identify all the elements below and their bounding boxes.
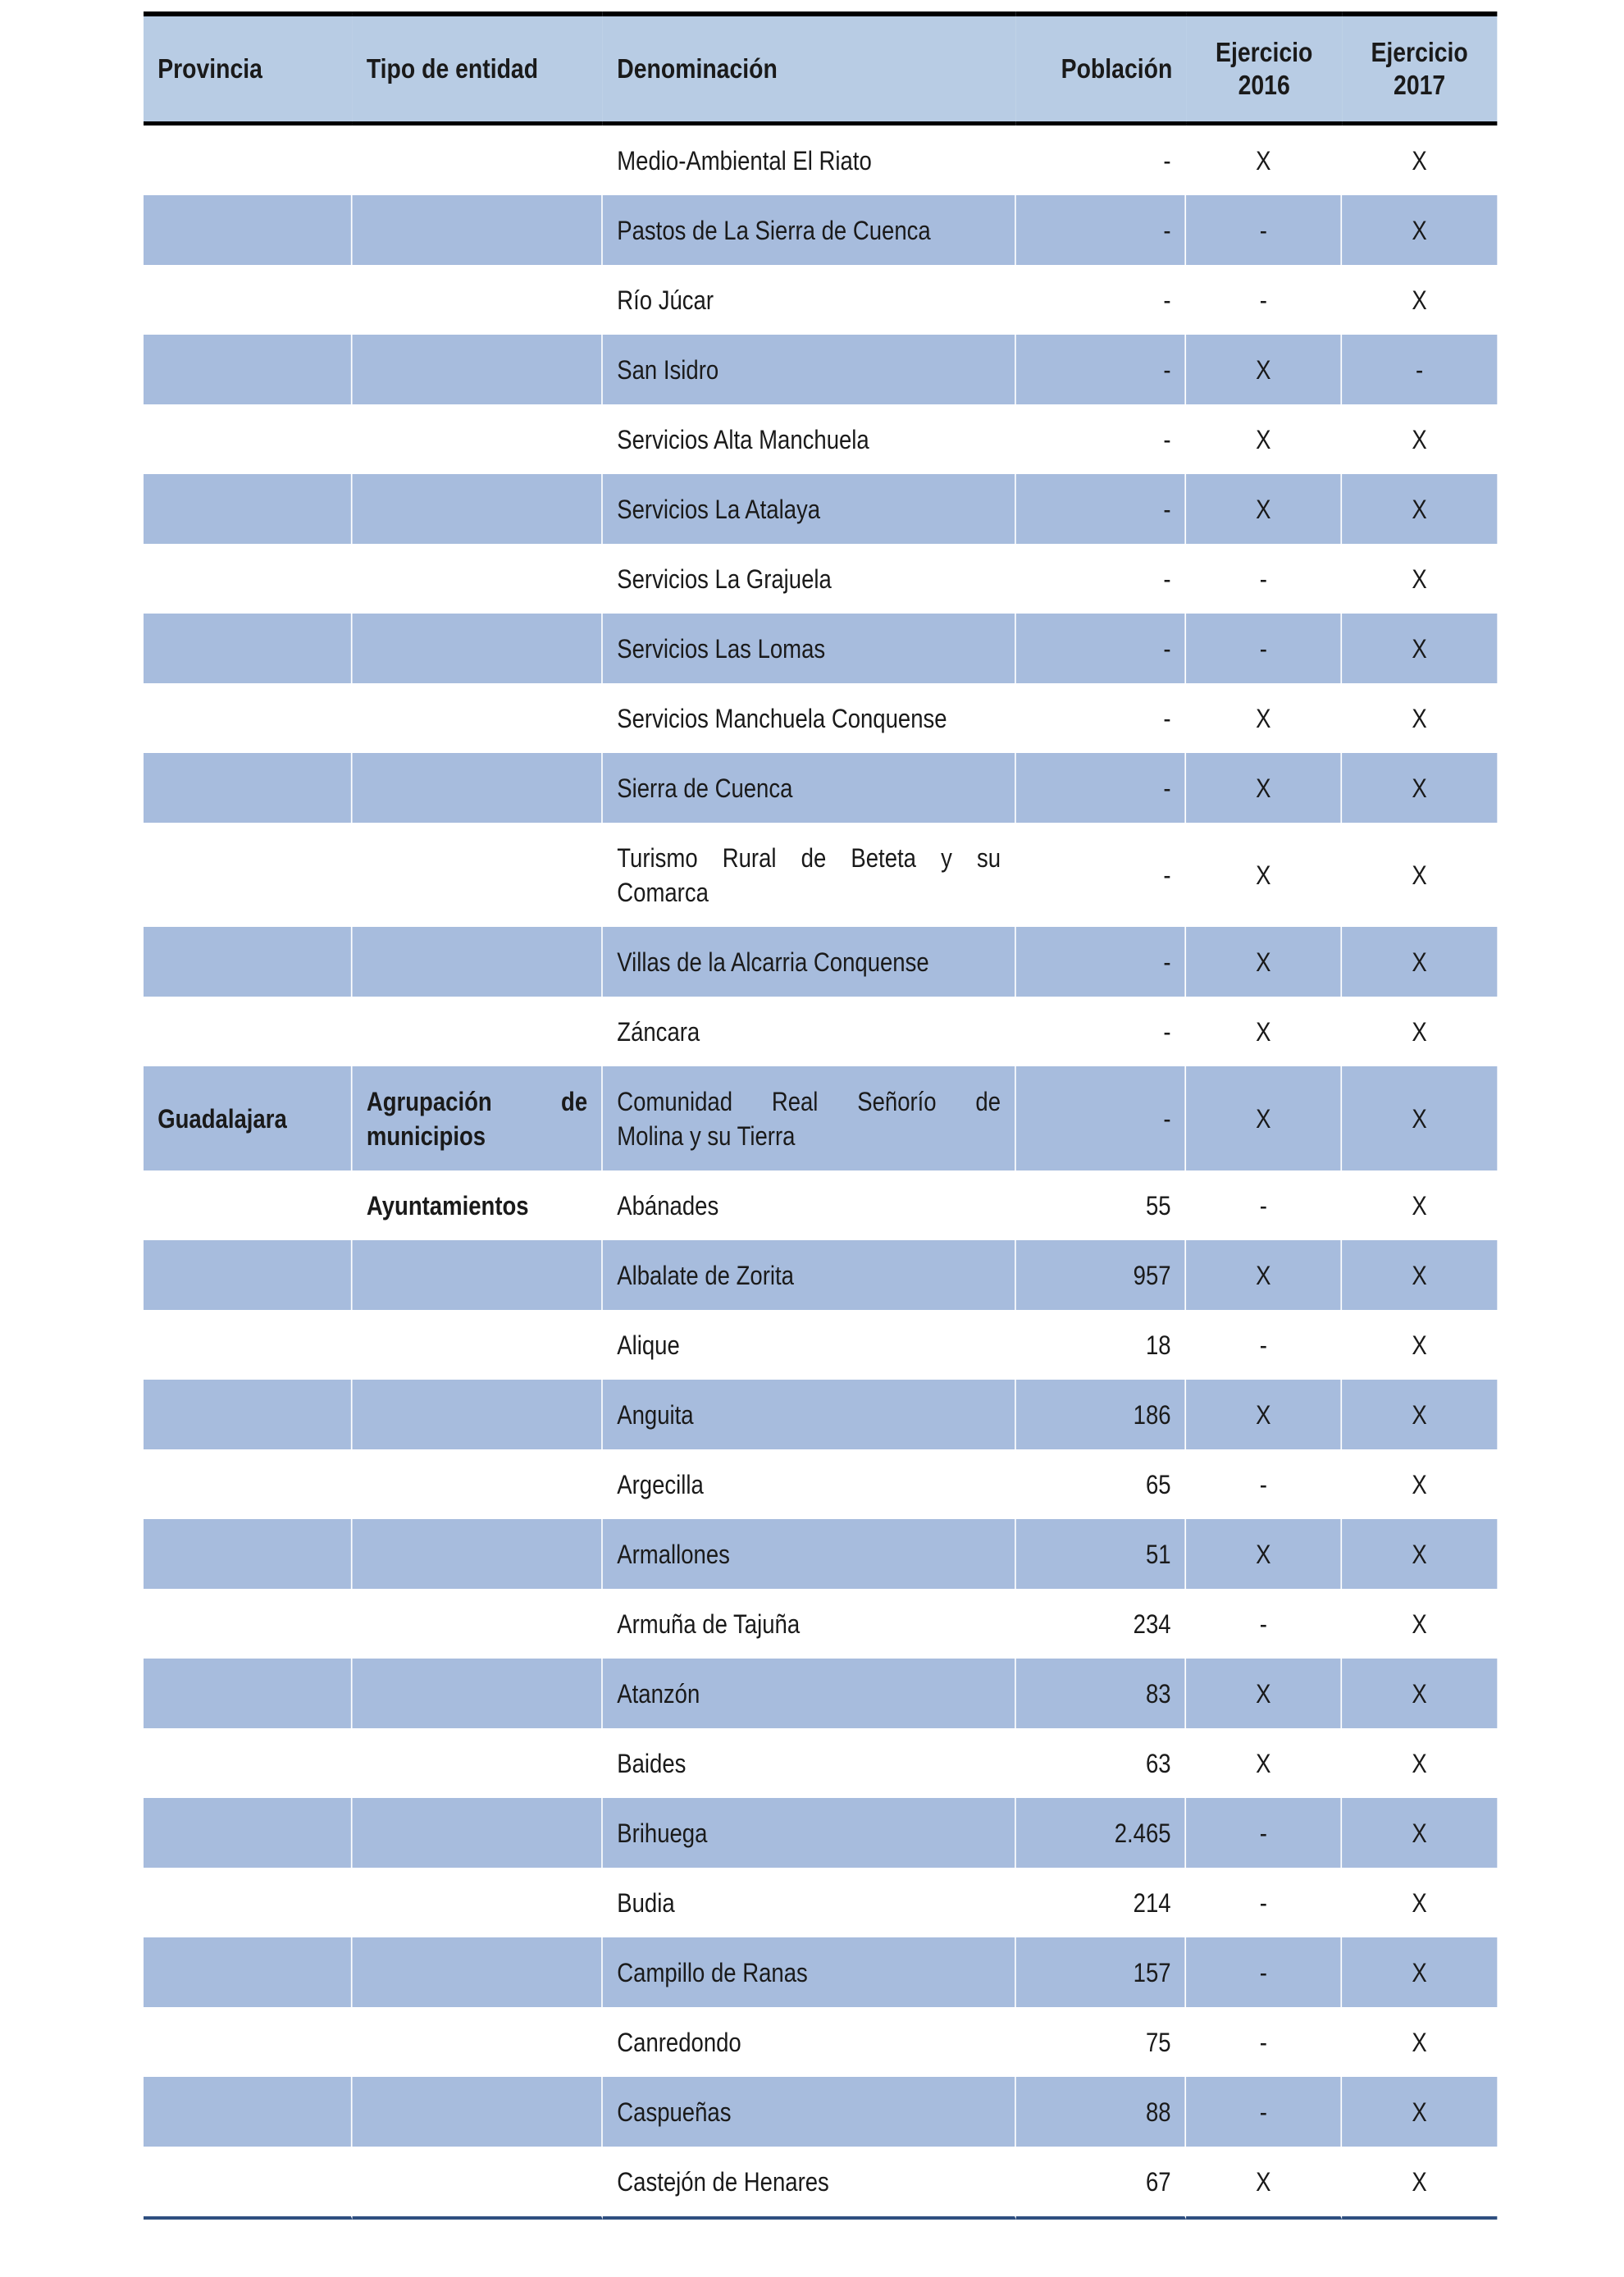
cell-tipo-entidad (353, 1240, 603, 1310)
cell-ejercicio-2017: X (1342, 195, 1497, 265)
cell-denominacion: Castejón de Henares (603, 2147, 1016, 2220)
cell-ejercicio-2017: X (1342, 927, 1497, 997)
cell-denominacion: Atanzón (603, 1659, 1016, 1728)
cell-provincia (144, 195, 353, 265)
cell-ejercicio-2017: X (1342, 614, 1497, 683)
table-row (144, 2077, 1497, 2147)
table-row (144, 2007, 1497, 2077)
cell-ejercicio-2017: X (1342, 997, 1497, 1066)
cell-poblacion: 63 (1016, 1728, 1187, 1798)
cell-denominacion: Sierra de Cuenca (603, 753, 1016, 823)
cell-poblacion: - (1016, 683, 1187, 753)
cell-tipo-entidad (353, 823, 603, 927)
cell-ejercicio-2017: X (1342, 823, 1497, 927)
cell-poblacion: 186 (1016, 1380, 1187, 1449)
cell-provincia (144, 753, 353, 823)
cell-ejercicio-2016: - (1186, 544, 1341, 614)
cell-provincia: Guadalajara (144, 1066, 353, 1170)
cell-denominacion: Servicios La Atalaya (603, 474, 1016, 544)
cell-denominacion: Albalate de Zorita (603, 1240, 1016, 1310)
cell-denominacion: San Isidro (603, 335, 1016, 404)
cell-ejercicio-2016: X (1186, 404, 1341, 474)
cell-ejercicio-2016: X (1186, 1728, 1341, 1798)
header-ejercicio-2016 (1186, 11, 1341, 125)
cell-denominacion: Pastos de La Sierra de Cuenca (603, 195, 1016, 265)
cell-ejercicio-2016: - (1186, 614, 1341, 683)
cell-provincia (144, 404, 353, 474)
cell-denominacion: Servicios Las Lomas (603, 614, 1016, 683)
cell-denominacion: Brihuega (603, 1798, 1016, 1868)
header-poblacion: Población (1016, 11, 1187, 125)
cell-provincia (144, 2007, 353, 2077)
cell-denominacion: Servicios Alta Manchuela (603, 404, 1016, 474)
cell-denominacion-line2: Comarca (617, 877, 709, 907)
table-row (144, 265, 1497, 335)
cell-provincia (144, 335, 353, 404)
cell-ejercicio-2016: - (1186, 1449, 1341, 1519)
table-row (144, 474, 1497, 544)
cell-poblacion: 83 (1016, 1659, 1187, 1728)
cell-poblacion: - (1016, 1066, 1187, 1170)
table-row (144, 404, 1497, 474)
cell-provincia (144, 1868, 353, 1937)
cell-tipo-entidad (353, 1589, 603, 1659)
cell-poblacion: - (1016, 753, 1187, 823)
cell-denominacion: Alique (603, 1310, 1016, 1380)
cell-ejercicio-2016: X (1186, 753, 1341, 823)
cell-provincia (144, 823, 353, 927)
cell-ejercicio-2016: - (1186, 2077, 1341, 2147)
cell-provincia (144, 265, 353, 335)
cell-tipo-entidad (353, 614, 603, 683)
table-row (144, 1937, 1497, 2007)
table-row (144, 335, 1497, 404)
table-row (144, 1170, 1497, 1240)
cell-provincia (144, 2147, 353, 2220)
cell-poblacion: - (1016, 997, 1187, 1066)
cell-tipo-entidad (353, 335, 603, 404)
cell-poblacion: - (1016, 823, 1187, 927)
cell-provincia (144, 1310, 353, 1380)
cell-tipo-entidad (353, 1728, 603, 1798)
cell-ejercicio-2017: X (1342, 125, 1497, 195)
cell-tipo-entidad (353, 404, 603, 474)
cell-ejercicio-2017: X (1342, 2007, 1497, 2077)
table-row (144, 927, 1497, 997)
cell-ejercicio-2017: X (1342, 1868, 1497, 1937)
cell-poblacion: 88 (1016, 2077, 1187, 2147)
cell-denominacion: Záncara (603, 997, 1016, 1066)
cell-provincia (144, 1519, 353, 1589)
cell-ejercicio-2016: - (1186, 195, 1341, 265)
cell-provincia (144, 2077, 353, 2147)
cell-tipo-entidad (353, 125, 603, 195)
cell-ejercicio-2017: X (1342, 1937, 1497, 2007)
table-row (144, 1310, 1497, 1380)
cell-tipo-entidad (353, 544, 603, 614)
table-body (144, 125, 1497, 2220)
table-row (144, 2147, 1497, 2220)
table-row (144, 997, 1497, 1066)
cell-ejercicio-2016: - (1186, 2007, 1341, 2077)
cell-ejercicio-2016: X (1186, 927, 1341, 997)
table-row (144, 683, 1497, 753)
header-provincia: Provincia (144, 11, 353, 125)
table-row (144, 1798, 1497, 1868)
cell-ejercicio-2016: X (1186, 474, 1341, 544)
cell-poblacion: 67 (1016, 2147, 1187, 2220)
cell-tipo-entidad (353, 2007, 603, 2077)
cell-provincia (144, 1798, 353, 1868)
cell-tipo-entidad (353, 753, 603, 823)
cell-poblacion: - (1016, 474, 1187, 544)
cell-poblacion: - (1016, 544, 1187, 614)
cell-ejercicio-2017: X (1342, 1589, 1497, 1659)
cell-denominacion (603, 823, 1016, 927)
cell-poblacion: - (1016, 335, 1187, 404)
cell-tipo-entidad: Ayuntamientos (353, 1170, 603, 1240)
cell-ejercicio-2017: X (1342, 1728, 1497, 1798)
cell-tipo-entidad (353, 1380, 603, 1449)
cell-denominacion: Budia (603, 1868, 1016, 1937)
cell-provincia (144, 614, 353, 683)
cell-ejercicio-2017: X (1342, 1449, 1497, 1519)
cell-tipo-entidad (353, 1868, 603, 1937)
cell-poblacion: 65 (1016, 1449, 1187, 1519)
cell-provincia (144, 1589, 353, 1659)
cell-ejercicio-2017: X (1342, 2077, 1497, 2147)
cell-tipo-entidad (353, 1066, 603, 1170)
cell-denominacion-line1: Comunidad Real Señorío de (617, 1086, 1001, 1116)
cell-provincia (144, 1659, 353, 1728)
cell-poblacion: - (1016, 265, 1187, 335)
cell-ejercicio-2016: X (1186, 1066, 1341, 1170)
cell-ejercicio-2016: X (1186, 335, 1341, 404)
cell-tipo-entidad (353, 2077, 603, 2147)
cell-tipo-entidad (353, 265, 603, 335)
cell-ejercicio-2016: X (1186, 2147, 1341, 2220)
cell-denominacion (603, 1066, 1016, 1170)
header-ejercicio-2017 (1342, 11, 1497, 125)
cell-denominacion: Servicios La Grajuela (603, 544, 1016, 614)
cell-tipo-entidad (353, 927, 603, 997)
cell-ejercicio-2016: X (1186, 683, 1341, 753)
cell-denominacion: Medio-Ambiental El Riato (603, 125, 1016, 195)
table-row (144, 614, 1497, 683)
header-tipo: Tipo de entidad (353, 11, 603, 125)
entities-table (144, 11, 1497, 2220)
cell-poblacion: 157 (1016, 1937, 1187, 2007)
cell-poblacion: - (1016, 614, 1187, 683)
cell-ejercicio-2016: - (1186, 1798, 1341, 1868)
cell-provincia (144, 1449, 353, 1519)
cell-ejercicio-2016: X (1186, 1380, 1341, 1449)
cell-ejercicio-2016: X (1186, 125, 1341, 195)
cell-ejercicio-2017: X (1342, 753, 1497, 823)
header-ejercicio-2017-line1: Ejercicio (1371, 37, 1468, 67)
cell-ejercicio-2017: X (1342, 1170, 1497, 1240)
cell-ejercicio-2017: X (1342, 683, 1497, 753)
cell-denominacion: Canredondo (603, 2007, 1016, 2077)
cell-provincia (144, 927, 353, 997)
cell-tipo-entidad (353, 683, 603, 753)
cell-denominacion: Abánades (603, 1170, 1016, 1240)
cell-poblacion: 214 (1016, 1868, 1187, 1937)
table-row (144, 1380, 1497, 1449)
cell-ejercicio-2017: X (1342, 1798, 1497, 1868)
table-row (144, 1659, 1497, 1728)
cell-denominacion: Armallones (603, 1519, 1016, 1589)
cell-provincia (144, 1380, 353, 1449)
table-row (144, 1519, 1497, 1589)
cell-provincia (144, 683, 353, 753)
cell-ejercicio-2016: - (1186, 265, 1341, 335)
table-row (144, 195, 1497, 265)
cell-ejercicio-2016: - (1186, 1589, 1341, 1659)
cell-provincia (144, 544, 353, 614)
cell-provincia (144, 997, 353, 1066)
cell-poblacion: 2.465 (1016, 1798, 1187, 1868)
table-row (144, 1589, 1497, 1659)
cell-poblacion: 18 (1016, 1310, 1187, 1380)
cell-tipo-entidad (353, 997, 603, 1066)
table-row (144, 1449, 1497, 1519)
cell-ejercicio-2016: - (1186, 1868, 1341, 1937)
table-row (144, 1868, 1497, 1937)
cell-denominacion: Villas de la Alcarria Conquense (603, 927, 1016, 997)
cell-denominacion: Río Júcar (603, 265, 1016, 335)
cell-ejercicio-2017: X (1342, 265, 1497, 335)
table-row (144, 1240, 1497, 1310)
cell-poblacion: 957 (1016, 1240, 1187, 1310)
cell-ejercicio-2017: X (1342, 1519, 1497, 1589)
cell-ejercicio-2016: X (1186, 823, 1341, 927)
cell-ejercicio-2016: - (1186, 1310, 1341, 1380)
cell-tipo-line1: Agrupación de (366, 1086, 588, 1116)
cell-poblacion: - (1016, 125, 1187, 195)
header-denominacion: Denominación (603, 11, 1016, 125)
cell-denominacion: Caspueñas (603, 2077, 1016, 2147)
cell-tipo-entidad (353, 474, 603, 544)
cell-ejercicio-2016: - (1186, 1170, 1341, 1240)
table-row (144, 1066, 1497, 1170)
cell-ejercicio-2017: X (1342, 2147, 1497, 2220)
cell-poblacion: - (1016, 927, 1187, 997)
cell-provincia (144, 125, 353, 195)
cell-denominacion: Campillo de Ranas (603, 1937, 1016, 2007)
cell-denominacion: Baides (603, 1728, 1016, 1798)
cell-tipo-entidad (353, 1937, 603, 2007)
cell-denominacion-line1: Turismo Rural de Beteta y su (617, 842, 1001, 873)
cell-tipo-entidad (353, 195, 603, 265)
cell-poblacion: - (1016, 195, 1187, 265)
table-header (144, 11, 1497, 125)
cell-denominacion: Anguita (603, 1380, 1016, 1449)
header-row (144, 11, 1497, 125)
header-ejercicio-2016-line1: Ejercicio (1216, 37, 1313, 67)
cell-tipo-entidad (353, 1519, 603, 1589)
cell-denominacion: Servicios Manchuela Conquense (603, 683, 1016, 753)
entities-table-container (144, 11, 1497, 2220)
cell-denominacion: Argecilla (603, 1449, 1016, 1519)
cell-ejercicio-2017: X (1342, 1380, 1497, 1449)
cell-poblacion: 55 (1016, 1170, 1187, 1240)
cell-provincia (144, 1937, 353, 2007)
cell-ejercicio-2016: X (1186, 1519, 1341, 1589)
table-row (144, 1728, 1497, 1798)
cell-ejercicio-2016: X (1186, 1240, 1341, 1310)
cell-ejercicio-2017: X (1342, 544, 1497, 614)
cell-denominacion: Armuña de Tajuña (603, 1589, 1016, 1659)
cell-ejercicio-2016: X (1186, 997, 1341, 1066)
header-ejercicio-2016-line2: 2016 (1238, 70, 1290, 100)
cell-tipo-entidad (353, 2147, 603, 2220)
cell-ejercicio-2016: X (1186, 1659, 1341, 1728)
cell-poblacion: 51 (1016, 1519, 1187, 1589)
cell-tipo-entidad (353, 1798, 603, 1868)
cell-provincia (144, 1240, 353, 1310)
cell-ejercicio-2017: X (1342, 1310, 1497, 1380)
header-ejercicio-2017-line2: 2017 (1394, 70, 1446, 100)
cell-provincia (144, 474, 353, 544)
cell-poblacion: - (1016, 404, 1187, 474)
cell-tipo-entidad (353, 1310, 603, 1380)
cell-provincia (144, 1170, 353, 1240)
table-row (144, 823, 1497, 927)
cell-provincia (144, 1728, 353, 1798)
cell-tipo-entidad (353, 1449, 603, 1519)
table-row (144, 544, 1497, 614)
cell-denominacion-line2: Molina y su Tierra (617, 1120, 796, 1151)
cell-ejercicio-2017: X (1342, 474, 1497, 544)
cell-ejercicio-2017: X (1342, 1066, 1497, 1170)
cell-poblacion: 75 (1016, 2007, 1187, 2077)
cell-ejercicio-2017: X (1342, 1240, 1497, 1310)
cell-ejercicio-2017: X (1342, 404, 1497, 474)
cell-ejercicio-2016: - (1186, 1937, 1341, 2007)
cell-ejercicio-2017: - (1342, 335, 1497, 404)
cell-ejercicio-2017: X (1342, 1659, 1497, 1728)
cell-tipo-line2: municipios (366, 1120, 486, 1151)
table-row (144, 125, 1497, 195)
cell-poblacion: 234 (1016, 1589, 1187, 1659)
cell-tipo-entidad (353, 1659, 603, 1728)
table-row (144, 753, 1497, 823)
